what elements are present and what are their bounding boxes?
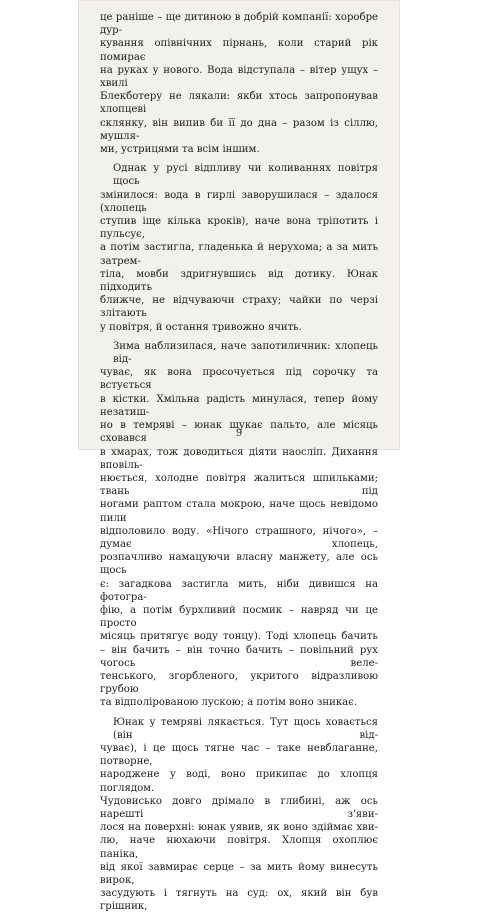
text-line: на руках у нового. Вода відступала – вітер ущух – хвилі xyxy=(100,64,378,90)
text-line: Чудовисько довго дрімало в глибині, аж ось нарешті з'яви- xyxy=(100,795,378,820)
paragraph-3 xyxy=(100,340,378,710)
text-line: місяць притягує воду тонцу). Тоді хлопець бачить xyxy=(100,631,378,643)
text-line: ступив іще кілька кроків), наче вона тріпотить і пульсує, xyxy=(100,216,378,241)
text-line: відполовило воду. «Нічого страшного, нічого», – думає хлопець, xyxy=(100,525,378,550)
text-line: та відполірованою лускою; а потім воно зникає. xyxy=(100,697,358,709)
text-line: – він бачить – він точно бачить – повільний рух чогось веле- xyxy=(100,644,378,669)
text-line: ногами раптом стала мокрою, наче щось невідомо пили xyxy=(100,499,378,524)
text-line: тіла, мовби здригнувшись від дотику. Юнак підходить xyxy=(100,268,378,294)
text-line: фію, а потім бурхливий посмик – навряд чи це просто xyxy=(100,604,378,630)
text-line: ми, устрицями та всім іншим. xyxy=(100,144,260,156)
paragraph-1 xyxy=(100,11,378,156)
text-line: засудують і тягнуть на суд: ох, який він був грішник, xyxy=(100,888,378,913)
text-line: Зима наблизилася, наче запотиличник: хлопець від- xyxy=(113,340,378,366)
book-page xyxy=(78,0,400,913)
text-line: Юнак у темряві лякається. Тут щось ховається (він від- xyxy=(113,716,378,741)
text-line: є: загадкова застигла мить, ніби дивишся на фотогра- xyxy=(100,578,378,603)
text-line: в хмарах, тож доводиться діяти наосліп. Дихання вповіль- xyxy=(100,446,378,471)
text-line: Однак у русі відпливу чи коливаннях повітря щось xyxy=(113,163,378,188)
page-text xyxy=(100,11,378,914)
text-line: ближче, не відчуваючи страху; чайки по черзі злітають xyxy=(100,295,378,320)
text-line: від якої завмирає серце – за мить йому винесуть вирок, xyxy=(100,861,378,886)
text-line: чуває, як вона просочується під сорочку та встується xyxy=(100,367,378,392)
paragraph-4 xyxy=(100,716,378,914)
text-line: склянку, він випив би її до дна – разом із сіллю, мушля- xyxy=(100,117,378,142)
text-line: це раніше – ще дитиною в добрій компанії: хоробре дур- xyxy=(100,12,378,37)
text-line: в кістки. Хмільна радість минулася, тепер йому незатиш- xyxy=(100,393,378,418)
text-line: лося на поверхні: юнак уявив, як воно здіймає хви- xyxy=(100,822,378,834)
page-number: 9 xyxy=(235,428,243,439)
text-line: кування опівнічних пірнань, коли старий рік помирає xyxy=(100,38,378,63)
text-line: змінилося: вода в гирлі заворушилася – здалося (хлопець xyxy=(100,189,378,214)
text-line: тенського, згорбленого, укритого відразливою грубою xyxy=(100,670,378,696)
text-line: чуває), і це щось тягне час – таке невблаганне, потворне, xyxy=(100,742,378,768)
text-line: народжене у воді, воно прикипає до хлопця поглядом. xyxy=(100,769,378,794)
text-line: а потім застигла, гладенька й нерухома; а за мить затрем- xyxy=(100,242,378,267)
text-line: Блекботеру не лякали: якби хтось запропонував хлопцеві xyxy=(100,91,378,116)
text-line: нюється, холодне повітря жалиться шпильками; твань під xyxy=(100,472,378,498)
text-line: у повітря, й остання тривожно ячить. xyxy=(100,321,302,333)
text-line: но в темряві – юнак шукає пальто, але місяць сховався xyxy=(100,420,378,445)
paragraph-2 xyxy=(100,162,378,334)
text-line: розпачливо намацуючи власну манжету, але ось щось xyxy=(100,552,378,577)
text-line: лю, наче нюхаючи повітря. Хлопця охоплює паніка, xyxy=(100,835,378,860)
